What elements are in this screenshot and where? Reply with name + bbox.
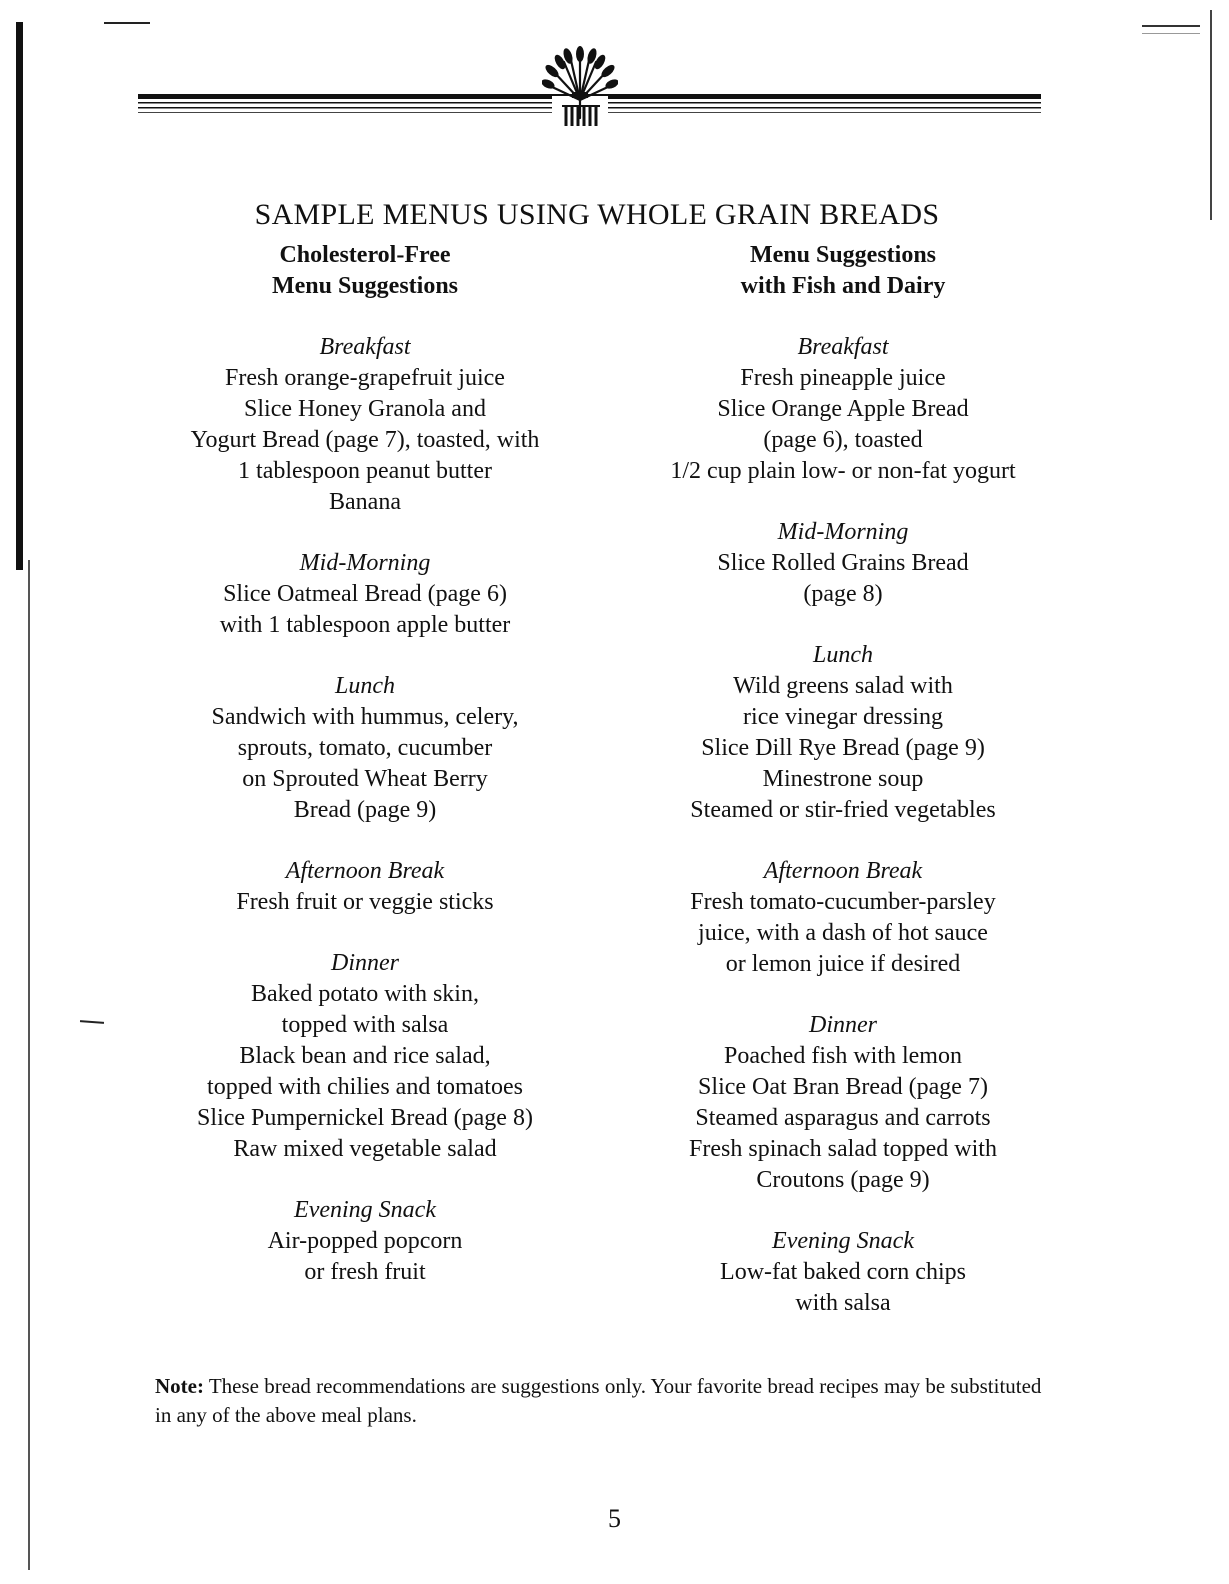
meal-afternoon-break	[128, 856, 602, 918]
meal-title: Breakfast	[797, 334, 889, 360]
meal-item: topped with chilies and tomatoes	[207, 1074, 523, 1100]
meal-item: Yogurt Bread (page 7), toasted, with	[190, 427, 540, 453]
meal-mid-morning	[128, 548, 602, 641]
meal-item: Slice Oatmeal Bread (page 6)	[223, 581, 507, 607]
meal-title: Evening Snack	[294, 1197, 436, 1223]
meal-title: Afternoon Break	[763, 858, 923, 884]
menu-column-cholesterol-free	[128, 240, 602, 1318]
column-heading-line: Cholesterol-Free	[279, 242, 451, 268]
meal-item: Slice Pumpernickel Bread (page 8)	[197, 1105, 533, 1131]
scan-edge-mark	[1210, 10, 1212, 220]
meal-breakfast	[128, 332, 602, 518]
note-text: These bread recommendations are suggestions only. Your favorite bread recipes may be substituted in any of the above meal plans.	[155, 1374, 1042, 1427]
meal-item: rice vinegar dressing	[743, 704, 943, 730]
meal-mid-morning	[606, 517, 1080, 610]
meal-afternoon-break	[606, 856, 1080, 980]
meal-item: Fresh spinach salad topped with	[689, 1136, 997, 1162]
meal-item: Slice Honey Granola and	[244, 396, 486, 422]
meal-item: Steamed or stir-fried vegetables	[690, 797, 996, 823]
meal-item: Slice Rolled Grains Bread	[717, 550, 969, 576]
meal-item: or lemon juice if desired	[725, 951, 961, 977]
meal-item: juice, with a dash of hot sauce	[698, 920, 988, 946]
meal-item: on Sprouted Wheat Berry	[242, 766, 488, 792]
column-heading-line: with Fish and Dairy	[740, 273, 946, 299]
meal-item: (page 8)	[803, 581, 883, 607]
meal-title: Dinner	[331, 950, 399, 976]
meal-item: Baked potato with skin,	[251, 981, 479, 1007]
column-heading	[606, 240, 1080, 302]
meal-item: Slice Orange Apple Bread	[717, 396, 969, 422]
meal-evening-snack	[128, 1195, 602, 1288]
meal-item: Fresh tomato-cucumber-parsley	[690, 889, 996, 915]
meal-dinner	[128, 948, 602, 1165]
meal-item: (page 6), toasted	[763, 427, 923, 453]
wheat-sheaf-icon	[542, 40, 618, 130]
meal-title: Lunch	[335, 673, 395, 699]
meal-item: Slice Oat Bran Bread (page 7)	[698, 1074, 988, 1100]
meal-title: Mid-Morning	[299, 550, 431, 576]
meal-title: Lunch	[813, 642, 873, 668]
meal-item: with 1 tablespoon apple butter	[219, 612, 511, 638]
meal-item: with salsa	[795, 1290, 891, 1316]
meal-item: or fresh fruit	[304, 1259, 426, 1285]
meal-title: Dinner	[809, 1012, 877, 1038]
meal-item: topped with salsa	[281, 1012, 449, 1038]
meal-item: Banana	[329, 489, 401, 515]
meal-item: Minestrone soup	[762, 766, 924, 792]
meal-item: Croutons (page 9)	[756, 1167, 930, 1193]
scan-edge-mark	[1142, 25, 1200, 34]
menu-column-fish-and-dairy	[606, 240, 1080, 1349]
page-title: SAMPLE MENUS USING WHOLE GRAIN BREADS	[254, 198, 940, 232]
meal-item: Fresh orange-grapefruit juice	[225, 365, 505, 391]
meal-item: sprouts, tomato, cucumber	[237, 735, 493, 761]
meal-item: Poached fish with lemon	[724, 1043, 962, 1069]
column-heading-line: Menu Suggestions	[749, 242, 937, 268]
meal-item: Air-popped popcorn	[267, 1228, 463, 1254]
meal-item: Low-fat baked corn chips	[720, 1259, 966, 1285]
meal-evening-snack	[606, 1226, 1080, 1319]
meal-dinner	[606, 1010, 1080, 1196]
meal-lunch	[606, 640, 1080, 826]
scan-edge-mark	[80, 1020, 104, 1024]
column-heading-line: Menu Suggestions	[271, 273, 459, 299]
note-label: Note:	[155, 1374, 204, 1398]
meal-item: Fresh fruit or veggie sticks	[236, 889, 494, 915]
page-number: 5	[608, 1504, 621, 1533]
meal-title: Afternoon Break	[285, 858, 445, 884]
meal-item: Bread (page 9)	[293, 797, 437, 823]
meal-title: Evening Snack	[772, 1228, 914, 1254]
footnote	[155, 1372, 1055, 1430]
meal-item: Sandwich with hummus, celery,	[211, 704, 519, 730]
meal-item: 1 tablespoon peanut butter	[238, 458, 492, 484]
column-heading	[128, 240, 602, 302]
meal-breakfast	[606, 332, 1080, 487]
meal-item: Slice Dill Rye Bread (page 9)	[701, 735, 985, 761]
meal-item: Fresh pineapple juice	[740, 365, 946, 391]
meal-item: 1/2 cup plain low- or non-fat yogurt	[670, 458, 1016, 484]
meal-title: Mid-Morning	[777, 519, 909, 545]
meal-lunch	[128, 671, 602, 826]
scan-edge-mark	[28, 560, 30, 1570]
meal-item: Steamed asparagus and carrots	[695, 1105, 991, 1131]
meal-item: Wild greens salad with	[733, 673, 953, 699]
meal-title: Breakfast	[319, 334, 411, 360]
meal-item: Raw mixed vegetable salad	[233, 1136, 497, 1162]
meal-item: Black bean and rice salad,	[239, 1043, 491, 1069]
scan-edge-mark	[16, 22, 23, 570]
scan-edge-mark	[104, 22, 150, 24]
